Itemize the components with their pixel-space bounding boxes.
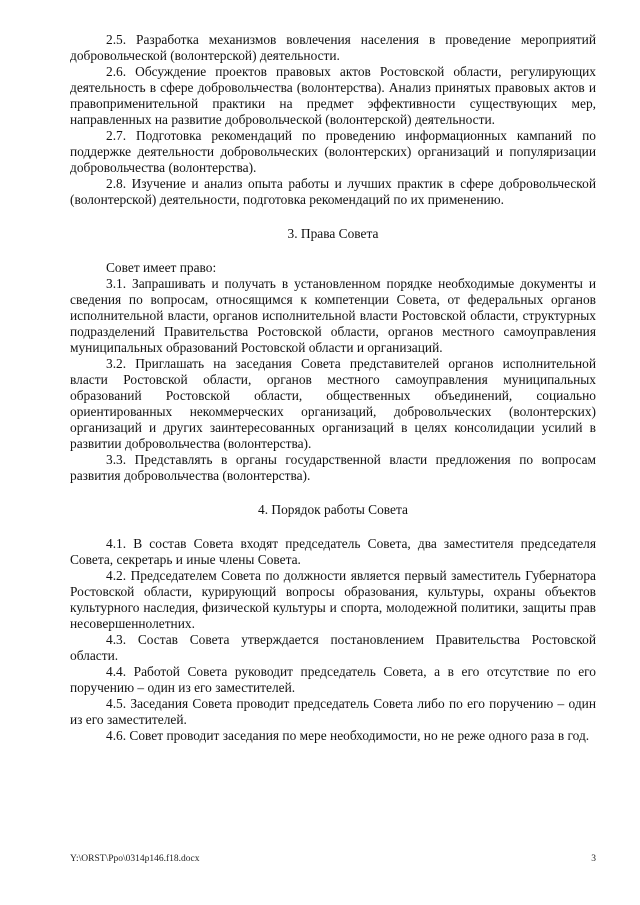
paragraph-4-1: 4.1. В состав Совета входят председатель Совета, два заместителя председателя Совета, секретарь и иные члены Совета. [70, 536, 596, 567]
footer-file-path: Y:\ORST\Ppo\0314p146.f18.docx [70, 854, 200, 864]
paragraph-3-2: 3.2. Приглашать на заседания Совета представителей органов исполнительной власти Ростовской области, органов местного самоуправления муниципальных образований Ростовской области, общественных объединений, социально ориентированных некоммерческих организаций, добровольческих (волонтерских) организаций и других заинтересованных организаций в целях консолидации усилий в развитии добровольчества (волонтерства). [70, 356, 596, 451]
paragraph-3-1: 3.1. Запрашивать и получать в установленном порядке необходимые документы и сведения по вопросам, относящимся к компетенции Совета, от федеральных органов исполнительной власти, органов исполнительной власти Ростовской области, структурных подразделений Правительства Ростовской области, органов местного самоуправления муниципальных образований Ростовской области и организаций. [70, 276, 596, 355]
paragraph-4-4: 4.4. Работой Совета руководит председатель Совета, а в его отсутствие по его поручению – один из его заместителей. [70, 664, 596, 695]
section-2-continued [70, 32, 596, 208]
spacer [70, 242, 596, 260]
page-footer [70, 854, 596, 864]
paragraph-4-6: 4.6. Совет проводит заседания по мере необходимости, но не реже одного раза в год. [106, 728, 590, 743]
spacer [70, 484, 596, 502]
section-3-heading: 3. Права Совета [287, 226, 379, 241]
paragraph-4-2: 4.2. Председателем Совета по должности является первый заместитель Губернатора Ростовской области, курирующий вопросы образования, культуры, охраны объектов культурного наследия, физической культуры и спорта, молодежной политики, защиты прав несовершеннолетних. [70, 568, 596, 631]
paragraph-2-7: 2.7. Подготовка рекомендаций по проведению информационных кампаний по поддержке деятельности добровольческих (волонтерских) организаций и популяризации добровольчества (волонтерства). [70, 128, 596, 175]
paragraph-3-3: 3.3. Представлять в органы государственной власти предложения по вопросам развития добровольчества (волонтерства). [70, 452, 596, 483]
spacer [70, 208, 596, 226]
section-3 [70, 260, 596, 484]
section-3-intro: Совет имеет право: [106, 260, 217, 275]
section-4 [70, 536, 596, 744]
paragraph-4-5: 4.5. Заседания Совета проводит председатель Совета либо по его поручению – один из его заместителей. [70, 696, 596, 727]
paragraph-2-6: 2.6. Обсуждение проектов правовых актов Ростовской области, регулирующих деятельность в сфере добровольчества (волонтерства). Анализ принятых правовых актов и правоприменительной практики на предмет эффективности существующих мер, направленных на развитие добровольческой (волонтерской) деятельности. [70, 64, 596, 127]
spacer [70, 518, 596, 536]
section-4-heading: 4. Порядок работы Совета [258, 502, 408, 517]
paragraph-4-3: 4.3. Состав Совета утверждается постановлением Правительства Ростовской области. [70, 632, 596, 663]
footer-page-number: 3 [591, 854, 596, 864]
paragraph-2-8: 2.8. Изучение и анализ опыта работы и лучших практик в сфере добровольческой (волонтерской) деятельности, подготовка рекомендаций по их применению. [70, 176, 596, 207]
paragraph-2-5: 2.5. Разработка механизмов вовлечения населения в проведение мероприятий добровольческой (волонтерской) деятельности. [70, 32, 596, 63]
